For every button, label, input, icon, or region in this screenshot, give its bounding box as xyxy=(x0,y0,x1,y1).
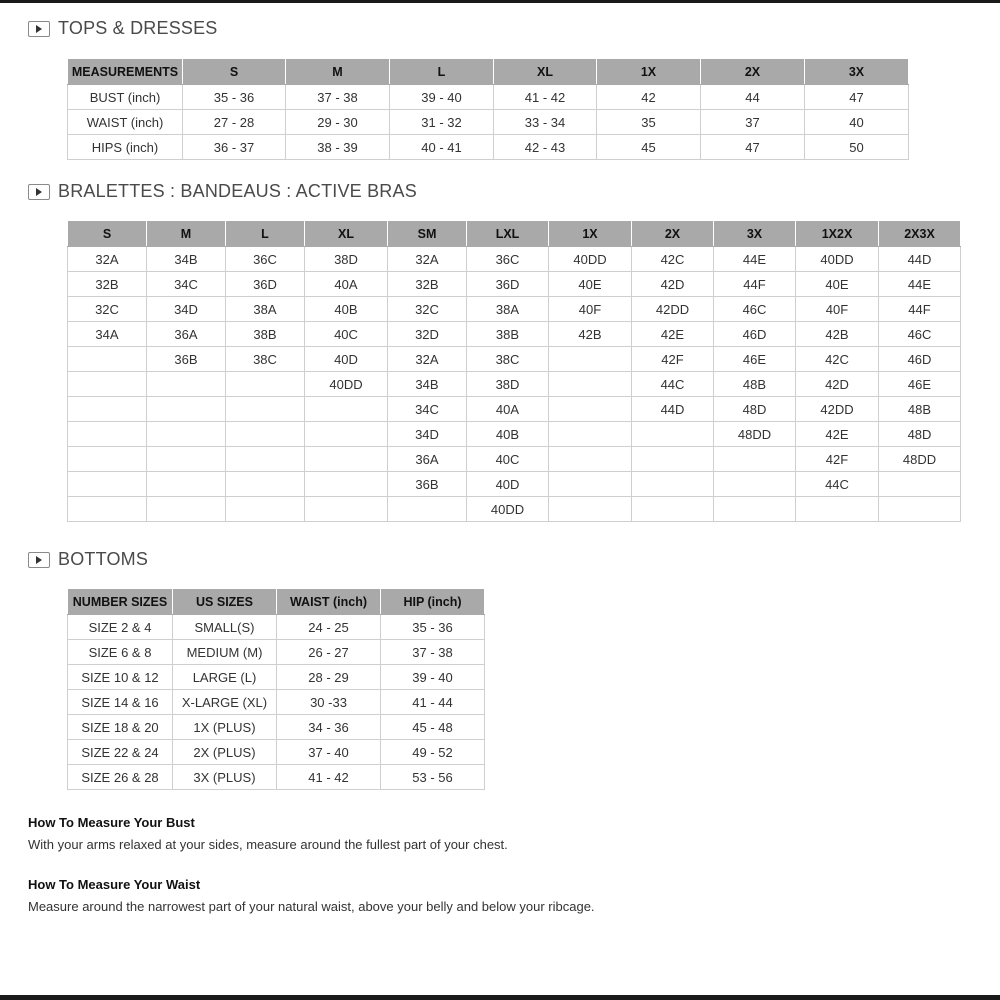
table-cell xyxy=(305,422,388,447)
table-row xyxy=(68,472,961,497)
section-header-bralettes[interactable] xyxy=(28,181,417,202)
table-cell: 40DD xyxy=(305,372,388,397)
table-cell: 42D xyxy=(796,372,879,397)
table-cell: 46E xyxy=(879,372,961,397)
column-header: XL xyxy=(494,59,597,85)
table-cell: 32C xyxy=(388,297,467,322)
table-row xyxy=(68,422,961,447)
table-cell: 40C xyxy=(305,322,388,347)
table-cell xyxy=(305,497,388,522)
table-cell xyxy=(226,422,305,447)
table-cell xyxy=(549,497,632,522)
table-cell: 38 - 39 xyxy=(286,135,390,160)
table-cell: 36B xyxy=(147,347,226,372)
table-cell: 44C xyxy=(632,372,714,397)
table-cell: 26 - 27 xyxy=(277,640,381,665)
section-title-bralettes: BRALETTES : BANDEAUS : ACTIVE BRAS xyxy=(58,181,417,201)
table-cell: 40D xyxy=(467,472,549,497)
table-cell xyxy=(68,422,147,447)
table-cell: 46C xyxy=(879,322,961,347)
table-cell: 35 - 36 xyxy=(381,615,485,640)
table-cell xyxy=(226,397,305,422)
table-cell: 42E xyxy=(632,322,714,347)
table-cell: 39 - 40 xyxy=(381,665,485,690)
table-cell: 46D xyxy=(879,347,961,372)
table-cell: 1X (PLUS) xyxy=(173,715,277,740)
table-row xyxy=(68,85,909,110)
table-cell xyxy=(714,472,796,497)
table-cell xyxy=(68,397,147,422)
table-cell: 42C xyxy=(796,347,879,372)
table-cell: 40A xyxy=(467,397,549,422)
column-header: LXL xyxy=(467,221,549,247)
table-cell: 3X (PLUS) xyxy=(173,765,277,790)
table-cell: 36D xyxy=(226,272,305,297)
table-cell: 47 xyxy=(805,85,909,110)
table-cell: SMALL(S) xyxy=(173,615,277,640)
how-to-measure-waist xyxy=(28,877,968,914)
table-cell: 37 xyxy=(701,110,805,135)
column-header: S xyxy=(68,221,147,247)
table-cell: 38A xyxy=(467,297,549,322)
table-cell: 32B xyxy=(388,272,467,297)
table-cell: 50 xyxy=(805,135,909,160)
table-cell: 40 - 41 xyxy=(390,135,494,160)
table-cell: 42F xyxy=(796,447,879,472)
table-cell: 44D xyxy=(632,397,714,422)
table-cell: 40B xyxy=(305,297,388,322)
table-cell: SIZE 26 & 28 xyxy=(68,765,173,790)
table-cell: 38B xyxy=(467,322,549,347)
table-cell: 40 xyxy=(805,110,909,135)
column-header: 3X xyxy=(714,221,796,247)
section-title-tops-dresses: TOPS & DRESSES xyxy=(58,18,218,38)
table-row xyxy=(68,272,961,297)
table-cell: 42 - 43 xyxy=(494,135,597,160)
how-to-bust-title: How To Measure Your Bust xyxy=(28,815,195,830)
table-cell: 40B xyxy=(467,422,549,447)
table-cell: 30 -33 xyxy=(277,690,381,715)
table-cell: 40F xyxy=(796,297,879,322)
column-header: WAIST (inch) xyxy=(277,589,381,615)
table-cell: 40E xyxy=(549,272,632,297)
table-cell: 42DD xyxy=(632,297,714,322)
table-cell: 31 - 32 xyxy=(390,110,494,135)
table-cell: 34D xyxy=(147,297,226,322)
table-cell: 46D xyxy=(714,322,796,347)
table-row xyxy=(68,372,961,397)
column-header: XL xyxy=(305,221,388,247)
table-cell: 32B xyxy=(68,272,147,297)
table-cell xyxy=(147,472,226,497)
table-cell: SIZE 6 & 8 xyxy=(68,640,173,665)
column-header: SM xyxy=(388,221,467,247)
table-cell: 38C xyxy=(467,347,549,372)
table-cell: 34B xyxy=(147,247,226,272)
table-row xyxy=(68,640,485,665)
table-cell xyxy=(147,422,226,447)
table-cell: 35 xyxy=(597,110,701,135)
column-header: 1X xyxy=(549,221,632,247)
table-cell: SIZE 18 & 20 xyxy=(68,715,173,740)
table-cell: 41 - 42 xyxy=(277,765,381,790)
table-cell xyxy=(714,447,796,472)
table-cell: HIPS (inch) xyxy=(68,135,183,160)
table-cell xyxy=(147,397,226,422)
table-cell xyxy=(632,422,714,447)
table-cell xyxy=(226,497,305,522)
table-cell xyxy=(879,497,961,522)
column-header: 2X xyxy=(701,59,805,85)
table-cell: 27 - 28 xyxy=(183,110,286,135)
column-header: 1X2X xyxy=(796,221,879,247)
section-header-bottoms[interactable] xyxy=(28,549,148,570)
tops-dresses-size-table xyxy=(67,58,909,160)
table-cell: 46E xyxy=(714,347,796,372)
table-cell: 48B xyxy=(879,397,961,422)
table-cell: 35 - 36 xyxy=(183,85,286,110)
table-cell xyxy=(549,347,632,372)
section-header-tops-dresses[interactable] xyxy=(28,18,218,39)
table-cell: 40D xyxy=(305,347,388,372)
table-cell: SIZE 2 & 4 xyxy=(68,615,173,640)
table-cell: 42B xyxy=(796,322,879,347)
table-row xyxy=(68,615,485,640)
column-header: L xyxy=(390,59,494,85)
table-cell: 44F xyxy=(714,272,796,297)
column-header: US SIZES xyxy=(173,589,277,615)
table-cell: 42B xyxy=(549,322,632,347)
table-cell xyxy=(549,422,632,447)
table-cell xyxy=(68,347,147,372)
table-cell xyxy=(305,447,388,472)
table-cell: WAIST (inch) xyxy=(68,110,183,135)
how-to-waist-title: How To Measure Your Waist xyxy=(28,877,201,892)
table-cell xyxy=(305,397,388,422)
table-cell: 41 - 44 xyxy=(381,690,485,715)
table-cell xyxy=(549,472,632,497)
how-to-waist-text: Measure around the narrowest part of your natural waist, above your belly and below your ribcage. xyxy=(28,899,595,914)
table-cell xyxy=(632,472,714,497)
table-row xyxy=(68,397,961,422)
table-cell: 40E xyxy=(796,272,879,297)
column-header: HIP (inch) xyxy=(381,589,485,615)
table-cell xyxy=(147,447,226,472)
table-cell: 33 - 34 xyxy=(494,110,597,135)
table-cell: LARGE (L) xyxy=(173,665,277,690)
table-cell: 40C xyxy=(467,447,549,472)
table-cell: 36 - 37 xyxy=(183,135,286,160)
table-cell: 44E xyxy=(714,247,796,272)
table-cell xyxy=(147,497,226,522)
table-cell: 53 - 56 xyxy=(381,765,485,790)
table-cell: 44 xyxy=(701,85,805,110)
table-cell: 40DD xyxy=(467,497,549,522)
play-triangle-icon[interactable] xyxy=(28,184,50,200)
table-row xyxy=(68,347,961,372)
table-cell: 34B xyxy=(388,372,467,397)
table-row xyxy=(68,690,485,715)
table-cell: 42C xyxy=(632,247,714,272)
table-cell: 34D xyxy=(388,422,467,447)
table-cell: 48DD xyxy=(879,447,961,472)
table-cell: MEDIUM (M) xyxy=(173,640,277,665)
table-cell xyxy=(68,372,147,397)
table-row xyxy=(68,247,961,272)
table-cell: 48D xyxy=(879,422,961,447)
table-cell: 32D xyxy=(388,322,467,347)
table-cell xyxy=(68,497,147,522)
table-cell: 44F xyxy=(879,297,961,322)
table-cell: 48DD xyxy=(714,422,796,447)
table-cell xyxy=(305,472,388,497)
table-cell: 36A xyxy=(388,447,467,472)
table-cell: 37 - 40 xyxy=(277,740,381,765)
table-cell: 42E xyxy=(796,422,879,447)
table-cell: 45 xyxy=(597,135,701,160)
play-triangle-icon[interactable] xyxy=(28,21,50,37)
column-header: M xyxy=(286,59,390,85)
table-row xyxy=(68,497,961,522)
table-cell: 44D xyxy=(879,247,961,272)
table-cell: 37 - 38 xyxy=(286,85,390,110)
table-cell: 34C xyxy=(147,272,226,297)
table-cell: 24 - 25 xyxy=(277,615,381,640)
table-cell: 41 - 42 xyxy=(494,85,597,110)
table-cell xyxy=(549,447,632,472)
table-cell: SIZE 10 & 12 xyxy=(68,665,173,690)
table-cell xyxy=(388,497,467,522)
table-cell: 45 - 48 xyxy=(381,715,485,740)
table-row xyxy=(68,715,485,740)
table-cell: 48D xyxy=(714,397,796,422)
table-cell: 40DD xyxy=(549,247,632,272)
table-cell: 38D xyxy=(467,372,549,397)
column-header: MEASUREMENTS xyxy=(68,59,183,85)
table-row xyxy=(68,110,909,135)
table-cell: 46C xyxy=(714,297,796,322)
table-cell: 34C xyxy=(388,397,467,422)
table-cell xyxy=(796,497,879,522)
table-cell: 36D xyxy=(467,272,549,297)
table-row xyxy=(68,135,909,160)
table-cell xyxy=(226,447,305,472)
table-row xyxy=(68,665,485,690)
table-cell xyxy=(879,472,961,497)
table-cell: 40A xyxy=(305,272,388,297)
column-header: 1X xyxy=(597,59,701,85)
table-cell: 38C xyxy=(226,347,305,372)
table-row xyxy=(68,765,485,790)
table-cell: 40DD xyxy=(796,247,879,272)
column-header: NUMBER SIZES xyxy=(68,589,173,615)
table-cell xyxy=(549,397,632,422)
table-cell: X-LARGE (XL) xyxy=(173,690,277,715)
table-cell: 36C xyxy=(467,247,549,272)
bottom-border xyxy=(0,995,1000,1000)
bottoms-size-table xyxy=(67,588,485,790)
table-cell: 32A xyxy=(388,347,467,372)
table-cell: 42 xyxy=(597,85,701,110)
how-to-bust-text: With your arms relaxed at your sides, measure around the fullest part of your chest. xyxy=(28,837,508,852)
table-row xyxy=(68,297,961,322)
play-triangle-icon[interactable] xyxy=(28,552,50,568)
table-cell xyxy=(226,472,305,497)
table-cell: 32A xyxy=(68,247,147,272)
table-cell xyxy=(549,372,632,397)
table-cell: 32A xyxy=(388,247,467,272)
table-cell xyxy=(226,372,305,397)
table-cell: 32C xyxy=(68,297,147,322)
table-cell: SIZE 14 & 16 xyxy=(68,690,173,715)
table-cell: 49 - 52 xyxy=(381,740,485,765)
column-header: L xyxy=(226,221,305,247)
table-cell xyxy=(68,447,147,472)
table-cell xyxy=(632,447,714,472)
table-cell: 39 - 40 xyxy=(390,85,494,110)
table-cell xyxy=(632,497,714,522)
table-cell: BUST (inch) xyxy=(68,85,183,110)
column-header: 2X xyxy=(632,221,714,247)
table-cell: 48B xyxy=(714,372,796,397)
column-header: S xyxy=(183,59,286,85)
table-cell xyxy=(68,472,147,497)
table-cell: 44C xyxy=(796,472,879,497)
table-cell: 34A xyxy=(68,322,147,347)
table-cell: 36C xyxy=(226,247,305,272)
table-cell: 34 - 36 xyxy=(277,715,381,740)
column-header: 2X3X xyxy=(879,221,961,247)
table-cell: 38B xyxy=(226,322,305,347)
table-cell: 42F xyxy=(632,347,714,372)
table-row xyxy=(68,740,485,765)
table-cell: 40F xyxy=(549,297,632,322)
column-header: M xyxy=(147,221,226,247)
column-header: 3X xyxy=(805,59,909,85)
table-cell: SIZE 22 & 24 xyxy=(68,740,173,765)
table-cell: 28 - 29 xyxy=(277,665,381,690)
table-cell: 38D xyxy=(305,247,388,272)
table-cell: 29 - 30 xyxy=(286,110,390,135)
top-border xyxy=(0,0,1000,3)
table-cell: 42D xyxy=(632,272,714,297)
table-cell: 36B xyxy=(388,472,467,497)
table-row xyxy=(68,322,961,347)
table-cell: 44E xyxy=(879,272,961,297)
table-cell: 2X (PLUS) xyxy=(173,740,277,765)
table-cell: 37 - 38 xyxy=(381,640,485,665)
table-cell: 38A xyxy=(226,297,305,322)
table-cell: 42DD xyxy=(796,397,879,422)
table-cell: 47 xyxy=(701,135,805,160)
section-title-bottoms: BOTTOMS xyxy=(58,549,149,569)
table-cell: 36A xyxy=(147,322,226,347)
table-row xyxy=(68,447,961,472)
bralettes-size-table xyxy=(67,220,961,522)
table-cell xyxy=(147,372,226,397)
table-cell xyxy=(714,497,796,522)
how-to-measure-bust xyxy=(28,815,968,852)
